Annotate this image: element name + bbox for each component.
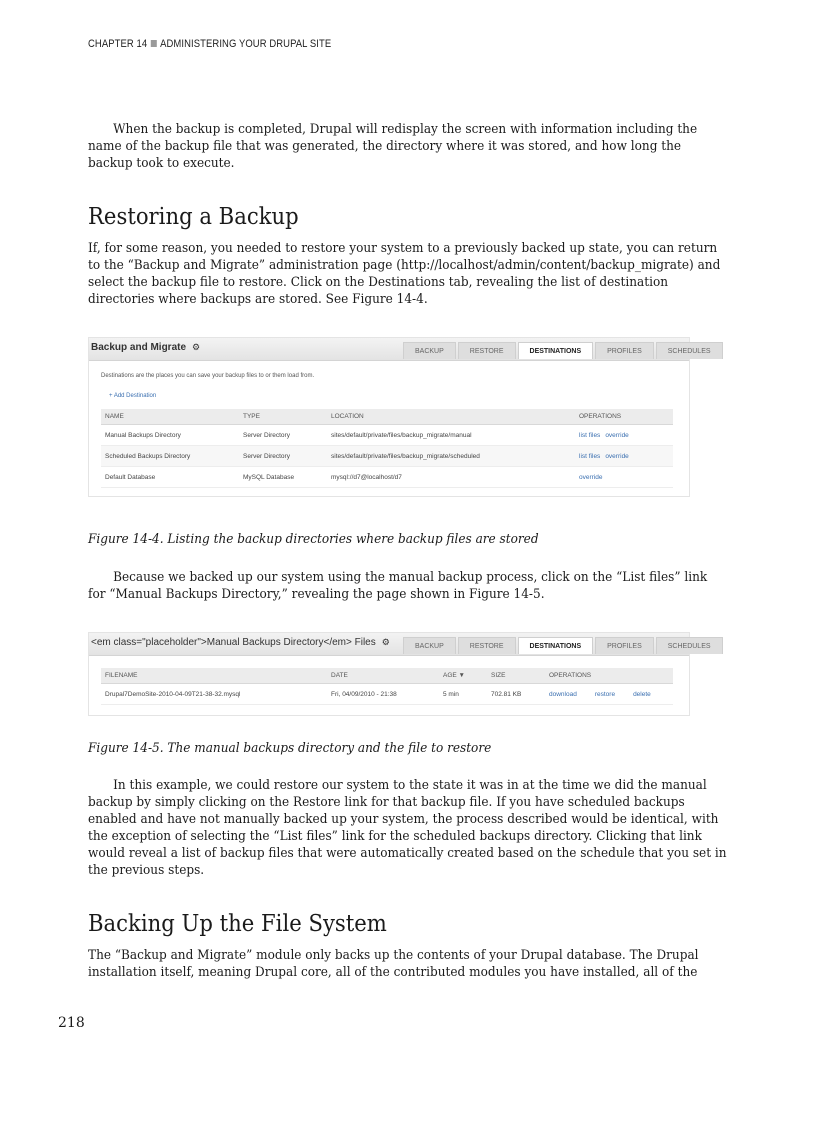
running-head-title: ADMINISTERING YOUR DRUPAL SITE — [160, 38, 332, 50]
figure-14-4-caption: Figure 14-4. Listing the backup directories where backup files are stored — [88, 532, 539, 547]
destinations-title — [91, 342, 200, 353]
override-link[interactable]: override — [579, 474, 603, 481]
table-row — [101, 467, 673, 488]
destinations-tabs — [401, 342, 723, 359]
paragraph-restore-example: In this example, we could restore our system to the state it was in at the time we did the manual backup by simply clicking on the Restore link for that backup file. If you have scheduled backups enabled and have not manually backed up your system, the process described would be identical, with the exception of selecting the “List files” link for the scheduled backups directory. Clicking that link would reveal a list of backup files that were automatically created based on the schedule that you set in the previous steps. — [88, 778, 727, 878]
delete-link[interactable]: delete — [633, 691, 651, 698]
destination-name: Default Database — [101, 467, 239, 488]
destination-type: Server Directory — [239, 446, 327, 467]
tab-backup[interactable]: BACKUP — [403, 342, 456, 359]
files-table — [101, 668, 673, 705]
tab-restore[interactable]: RESTORE — [458, 637, 516, 654]
figure-manual-backups-screenshot — [88, 632, 711, 716]
backup-operations — [545, 684, 673, 705]
column-header-operations: OPERATIONS — [575, 409, 673, 425]
running-head-chapter: CHAPTER 14 — [88, 38, 148, 50]
table-row — [101, 446, 673, 467]
override-link[interactable]: override — [605, 432, 629, 439]
destination-type: Server Directory — [239, 425, 327, 446]
backup-age: 5 min — [439, 684, 487, 705]
destination-operations — [575, 467, 673, 488]
files-title-text: <em class="placeholder">Manual Backups Directory</em> Files — [91, 637, 376, 648]
column-header-size[interactable]: SIZE — [487, 668, 545, 684]
destination-location: sites/default/private/files/backup_migrate/manual — [327, 425, 575, 446]
add-destination-link[interactable]: + Add Destination — [109, 393, 157, 399]
heading-restoring-a-backup: Restoring a Backup — [88, 204, 299, 230]
destination-name: Scheduled Backups Directory — [101, 446, 239, 467]
page-number: 218 — [58, 1015, 85, 1031]
column-header-operations: OPERATIONS — [545, 668, 673, 684]
list-files-link[interactable]: list files — [579, 432, 601, 439]
table-header-row — [101, 409, 673, 425]
gear-icon[interactable]: ⚙ — [192, 342, 201, 352]
column-header-type[interactable]: TYPE — [239, 409, 327, 425]
column-header-name[interactable]: NAME — [101, 409, 239, 425]
running-head — [88, 38, 331, 50]
backup-date: Fri, 04/09/2010 - 21:38 — [327, 684, 439, 705]
column-header-age[interactable]: AGE ▼ — [439, 668, 487, 684]
override-link[interactable]: override — [605, 453, 629, 460]
column-header-location[interactable]: LOCATION — [327, 409, 575, 425]
files-tabs — [401, 637, 723, 654]
destinations-title-text: Backup and Migrate — [91, 342, 187, 353]
tab-destinations[interactable]: DESTINATIONS — [518, 342, 594, 359]
figure-14-5-caption: Figure 14-5. The manual backups directory and the file to restore — [88, 741, 492, 756]
destinations-table — [101, 409, 673, 488]
tab-restore[interactable]: RESTORE — [458, 342, 516, 359]
files-title — [91, 637, 390, 648]
destinations-header — [89, 338, 711, 361]
table-row — [101, 684, 673, 705]
table-row — [101, 425, 673, 446]
paragraph-file-system: The “Backup and Migrate” module only backs up the contents of your Drupal database. The Drupal installation itself, meaning Drupal core, all of the contributed modules you have installed, all of the — [88, 948, 699, 980]
paragraph-restore-intro: If, for some reason, you needed to restore your system to a previously backed up state, you can return to the “Backup and Migrate” administration page (http://localhost/admin/content/backup_migrate) and select the backup file to restore. Click on the Destinations tab, revealing the list of destination directories where backups are stored. See Figure 14-4. — [88, 241, 721, 307]
tab-profiles[interactable]: PROFILES — [595, 342, 654, 359]
files-header — [89, 633, 711, 656]
figure-destinations-screenshot — [88, 337, 711, 497]
tab-backup[interactable]: BACKUP — [403, 637, 456, 654]
destination-name: Manual Backups Directory — [101, 425, 239, 446]
heading-backing-up-file-system: Backing Up the File System — [88, 911, 387, 937]
destination-operations — [575, 425, 673, 446]
column-header-filename[interactable]: FILENAME — [101, 668, 327, 684]
table-header-row — [101, 668, 673, 684]
destination-operations — [575, 446, 673, 467]
tab-destinations[interactable]: DESTINATIONS — [518, 637, 594, 654]
gear-icon[interactable]: ⚙ — [381, 637, 390, 647]
restore-link[interactable]: restore — [594, 691, 616, 698]
tab-schedules[interactable]: SCHEDULES — [656, 637, 723, 654]
paragraph-list-files: Because we backed up our system using the manual backup process, click on the “List files” link for “Manual Backups Directory,” revealing the page shown in Figure 14-5. — [88, 570, 708, 602]
list-files-link[interactable]: list files — [579, 453, 601, 460]
download-link[interactable]: download — [549, 691, 577, 698]
column-header-date[interactable]: DATE — [327, 668, 439, 684]
square-bullet-icon — [151, 40, 157, 47]
backup-size: 702.81 KB — [487, 684, 545, 705]
tab-schedules[interactable]: SCHEDULES — [656, 342, 723, 359]
destinations-description: Destinations are the places you can save your backup files to or them load from. — [101, 373, 315, 379]
destination-location: sites/default/private/files/backup_migrate/scheduled — [327, 446, 575, 467]
backup-filename: Drupal7DemoSite-2010-04-09T21-38-32.mysql — [101, 684, 327, 705]
destination-type: MySQL Database — [239, 467, 327, 488]
destination-location: mysql://d7@localhost/d7 — [327, 467, 575, 488]
paragraph-backup-completed: When the backup is completed, Drupal will redisplay the screen with information including the name of the backup file that was generated, the directory where it was stored, and how long the backup took to execute. — [88, 122, 698, 171]
tab-profiles[interactable]: PROFILES — [595, 637, 654, 654]
